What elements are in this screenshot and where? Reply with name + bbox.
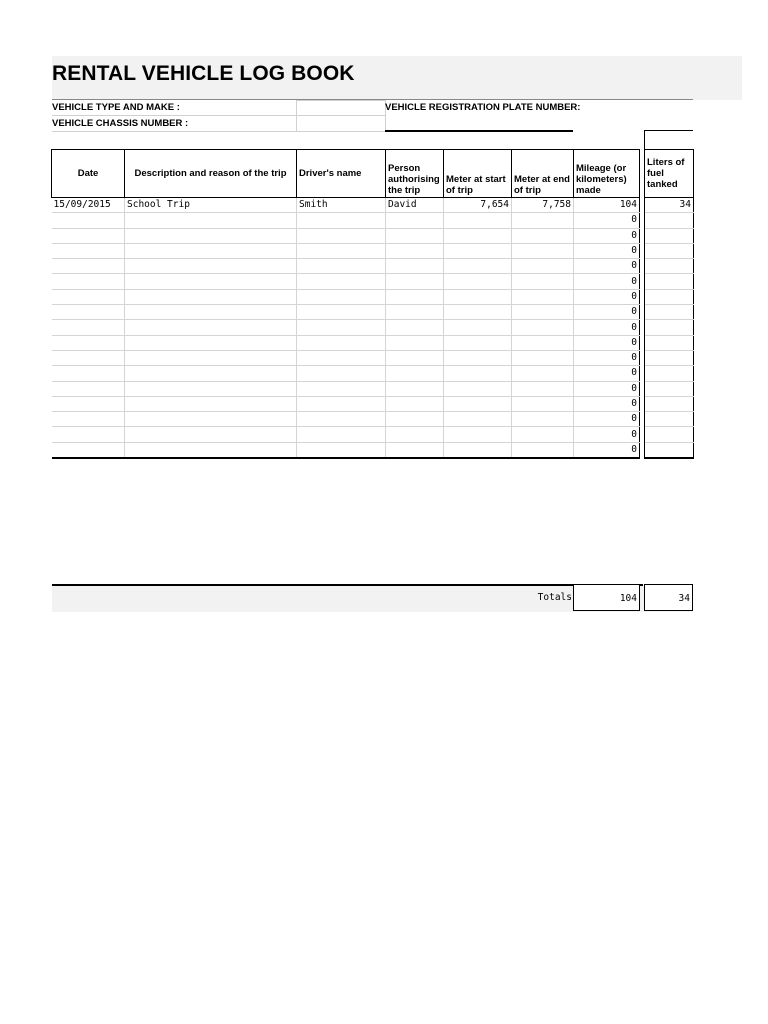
cell-driver[interactable] — [297, 335, 386, 350]
cell-fuel[interactable] — [645, 320, 694, 335]
cell-description[interactable] — [125, 213, 297, 228]
cell-description[interactable] — [125, 412, 297, 427]
cell-date[interactable] — [52, 243, 125, 258]
cell-authoriser[interactable] — [386, 381, 444, 396]
cell-meter-end[interactable] — [512, 381, 574, 396]
cell-mileage[interactable]: 0 — [574, 305, 640, 320]
header-fuel: Liters of fuel tanked — [645, 150, 694, 198]
cell-fuel[interactable] — [645, 335, 694, 350]
cell-description[interactable] — [125, 442, 297, 458]
cell-mileage[interactable]: 0 — [574, 442, 640, 458]
cell-fuel[interactable] — [645, 228, 694, 243]
cell-description[interactable] — [125, 427, 297, 442]
cell-meter-start[interactable] — [444, 228, 512, 243]
cell-meter-end[interactable] — [512, 243, 574, 258]
cell-mileage[interactable]: 0 — [574, 366, 640, 381]
cell-description[interactable] — [125, 350, 297, 365]
cell-driver[interactable] — [297, 213, 386, 228]
cell-meter-start[interactable] — [444, 412, 512, 427]
table-row — [52, 213, 694, 228]
cell-meter-end[interactable] — [512, 396, 574, 411]
cell-fuel[interactable] — [645, 289, 694, 304]
cell-mileage[interactable]: 0 — [574, 412, 640, 427]
cell-description[interactable] — [125, 228, 297, 243]
cell-meter-start[interactable] — [444, 442, 512, 458]
fuel-column-top-rule — [644, 130, 693, 131]
cell-driver[interactable] — [297, 259, 386, 274]
total-mileage: 104 — [573, 584, 640, 611]
cell-meter-end[interactable] — [512, 442, 574, 458]
vehicle-chassis-field[interactable] — [296, 115, 386, 132]
cell-authoriser[interactable] — [386, 243, 444, 258]
cell-date[interactable] — [52, 427, 125, 442]
cell-mileage[interactable]: 0 — [574, 381, 640, 396]
totals-top-rule — [52, 584, 643, 586]
header-date: Date — [52, 150, 125, 198]
table-row — [52, 350, 694, 365]
cell-mileage[interactable]: 0 — [574, 213, 640, 228]
cell-authoriser[interactable] — [386, 427, 444, 442]
table-row — [52, 396, 694, 411]
cell-meter-start[interactable] — [444, 243, 512, 258]
cell-fuel[interactable] — [645, 243, 694, 258]
cell-driver[interactable]: Smith — [297, 198, 386, 213]
table-row — [52, 442, 694, 458]
cell-date[interactable] — [52, 305, 125, 320]
cell-date[interactable] — [52, 274, 125, 289]
cell-mileage[interactable]: 0 — [574, 259, 640, 274]
cell-description[interactable] — [125, 396, 297, 411]
cell-date[interactable] — [52, 213, 125, 228]
cell-date[interactable] — [52, 412, 125, 427]
registration-field[interactable] — [385, 130, 573, 132]
cell-driver[interactable] — [297, 442, 386, 458]
cell-mileage[interactable]: 0 — [574, 289, 640, 304]
table-row — [52, 274, 694, 289]
cell-meter-start[interactable] — [444, 427, 512, 442]
table-header-row — [52, 150, 694, 198]
table-row — [52, 427, 694, 442]
cell-mileage[interactable]: 0 — [574, 274, 640, 289]
cell-authoriser[interactable] — [386, 228, 444, 243]
cell-fuel[interactable] — [645, 381, 694, 396]
cell-description[interactable] — [125, 305, 297, 320]
table-row — [52, 381, 694, 396]
cell-meter-start[interactable]: 7,654 — [444, 198, 512, 213]
cell-fuel[interactable] — [645, 366, 694, 381]
cell-driver[interactable] — [297, 305, 386, 320]
cell-driver[interactable] — [297, 366, 386, 381]
cell-description[interactable]: School Trip — [125, 198, 297, 213]
cell-mileage[interactable]: 0 — [574, 427, 640, 442]
cell-fuel[interactable] — [645, 350, 694, 365]
registration-label: VEHICLE REGISTRATION PLATE NUMBER: — [385, 102, 581, 113]
cell-date[interactable] — [52, 289, 125, 304]
cell-description[interactable] — [125, 381, 297, 396]
header-meter-end: Meter at end of trip — [512, 150, 574, 198]
cell-meter-start[interactable] — [444, 259, 512, 274]
cell-meter-end[interactable] — [512, 335, 574, 350]
cell-authoriser[interactable] — [386, 274, 444, 289]
cell-mileage[interactable]: 104 — [574, 198, 640, 213]
cell-fuel[interactable] — [645, 259, 694, 274]
table-row — [52, 228, 694, 243]
cell-date[interactable] — [52, 259, 125, 274]
table-row — [52, 412, 694, 427]
cell-mileage[interactable]: 0 — [574, 243, 640, 258]
cell-authoriser[interactable] — [386, 366, 444, 381]
cell-driver[interactable] — [297, 320, 386, 335]
table-row — [52, 320, 694, 335]
cell-meter-start[interactable] — [444, 366, 512, 381]
cell-date[interactable] — [52, 320, 125, 335]
cell-mileage[interactable]: 0 — [574, 350, 640, 365]
cell-meter-start[interactable] — [444, 305, 512, 320]
cell-fuel[interactable] — [645, 274, 694, 289]
cell-mileage[interactable]: 0 — [574, 335, 640, 350]
cell-meter-start[interactable] — [444, 335, 512, 350]
cell-date[interactable] — [52, 442, 125, 458]
cell-meter-end[interactable] — [512, 274, 574, 289]
cell-fuel[interactable] — [645, 412, 694, 427]
fuel-column-left-rule — [644, 130, 645, 150]
cell-meter-end[interactable] — [512, 305, 574, 320]
cell-driver[interactable] — [297, 427, 386, 442]
table-row — [52, 198, 694, 213]
cell-description[interactable] — [125, 320, 297, 335]
cell-fuel[interactable] — [645, 442, 694, 458]
cell-meter-end[interactable] — [512, 320, 574, 335]
table-row — [52, 335, 694, 350]
total-fuel: 34 — [644, 584, 693, 611]
cell-authoriser[interactable] — [386, 412, 444, 427]
header-description: Description and reason of the trip — [125, 150, 297, 198]
cell-date[interactable] — [52, 350, 125, 365]
cell-meter-start[interactable] — [444, 274, 512, 289]
log-table — [51, 149, 694, 459]
cell-date[interactable]: 15/09/2015 — [52, 198, 125, 213]
cell-meter-end[interactable] — [512, 228, 574, 243]
info-bottom-rule — [52, 131, 384, 132]
table-row — [52, 305, 694, 320]
cell-meter-start[interactable] — [444, 396, 512, 411]
cell-date[interactable] — [52, 396, 125, 411]
cell-date[interactable] — [52, 335, 125, 350]
cell-meter-end[interactable] — [512, 412, 574, 427]
cell-description[interactable] — [125, 335, 297, 350]
cell-meter-end[interactable] — [512, 350, 574, 365]
cell-meter-end[interactable] — [512, 213, 574, 228]
cell-meter-start[interactable] — [444, 350, 512, 365]
cell-description[interactable] — [125, 366, 297, 381]
cell-driver[interactable] — [297, 350, 386, 365]
cell-authoriser[interactable] — [386, 396, 444, 411]
vehicle-chassis-label: VEHICLE CHASSIS NUMBER : — [52, 118, 189, 129]
table-row — [52, 289, 694, 304]
cell-fuel[interactable] — [645, 213, 694, 228]
cell-driver[interactable] — [297, 381, 386, 396]
cell-meter-end[interactable] — [512, 366, 574, 381]
cell-authoriser[interactable] — [386, 259, 444, 274]
cell-authoriser[interactable] — [386, 305, 444, 320]
cell-meter-start[interactable] — [444, 320, 512, 335]
cell-driver[interactable] — [297, 412, 386, 427]
cell-authoriser[interactable] — [386, 320, 444, 335]
header-meter-start: Meter at start of trip — [444, 150, 512, 198]
totals-label: Totals — [537, 592, 572, 603]
page-title: RENTAL VEHICLE LOG BOOK — [52, 62, 355, 85]
cell-description[interactable] — [125, 259, 297, 274]
cell-fuel[interactable]: 34 — [645, 198, 694, 213]
cell-description[interactable] — [125, 243, 297, 258]
cell-fuel[interactable] — [645, 427, 694, 442]
cell-mileage[interactable]: 0 — [574, 320, 640, 335]
header-driver: Driver's name — [297, 150, 386, 198]
cell-authoriser[interactable] — [386, 442, 444, 458]
cell-fuel[interactable] — [645, 396, 694, 411]
table-row — [52, 366, 694, 381]
header-authoriser: Person authorising the trip — [386, 150, 444, 198]
cell-date[interactable] — [52, 366, 125, 381]
cell-meter-start[interactable] — [444, 289, 512, 304]
vehicle-type-field[interactable] — [296, 100, 386, 116]
cell-date[interactable] — [52, 228, 125, 243]
cell-mileage[interactable]: 0 — [574, 396, 640, 411]
cell-authoriser[interactable]: David — [386, 198, 444, 213]
cell-authoriser[interactable] — [386, 335, 444, 350]
cell-description[interactable] — [125, 274, 297, 289]
cell-meter-start[interactable] — [444, 381, 512, 396]
cell-driver[interactable] — [297, 228, 386, 243]
cell-meter-end[interactable] — [512, 259, 574, 274]
cell-driver[interactable] — [297, 243, 386, 258]
header-mileage: Mileage (or kilometers) made — [574, 150, 640, 198]
cell-authoriser[interactable] — [386, 213, 444, 228]
table-row — [52, 243, 694, 258]
cell-mileage[interactable]: 0 — [574, 228, 640, 243]
cell-authoriser[interactable] — [386, 350, 444, 365]
cell-description[interactable] — [125, 289, 297, 304]
cell-driver[interactable] — [297, 274, 386, 289]
cell-meter-end[interactable] — [512, 427, 574, 442]
cell-authoriser[interactable] — [386, 289, 444, 304]
cell-driver[interactable] — [297, 396, 386, 411]
cell-date[interactable] — [52, 381, 125, 396]
cell-meter-end[interactable] — [512, 289, 574, 304]
cell-fuel[interactable] — [645, 305, 694, 320]
cell-driver[interactable] — [297, 289, 386, 304]
table-row — [52, 259, 694, 274]
cell-meter-end[interactable]: 7,758 — [512, 198, 574, 213]
vehicle-type-label: VEHICLE TYPE AND MAKE : — [52, 102, 180, 113]
cell-meter-start[interactable] — [444, 213, 512, 228]
